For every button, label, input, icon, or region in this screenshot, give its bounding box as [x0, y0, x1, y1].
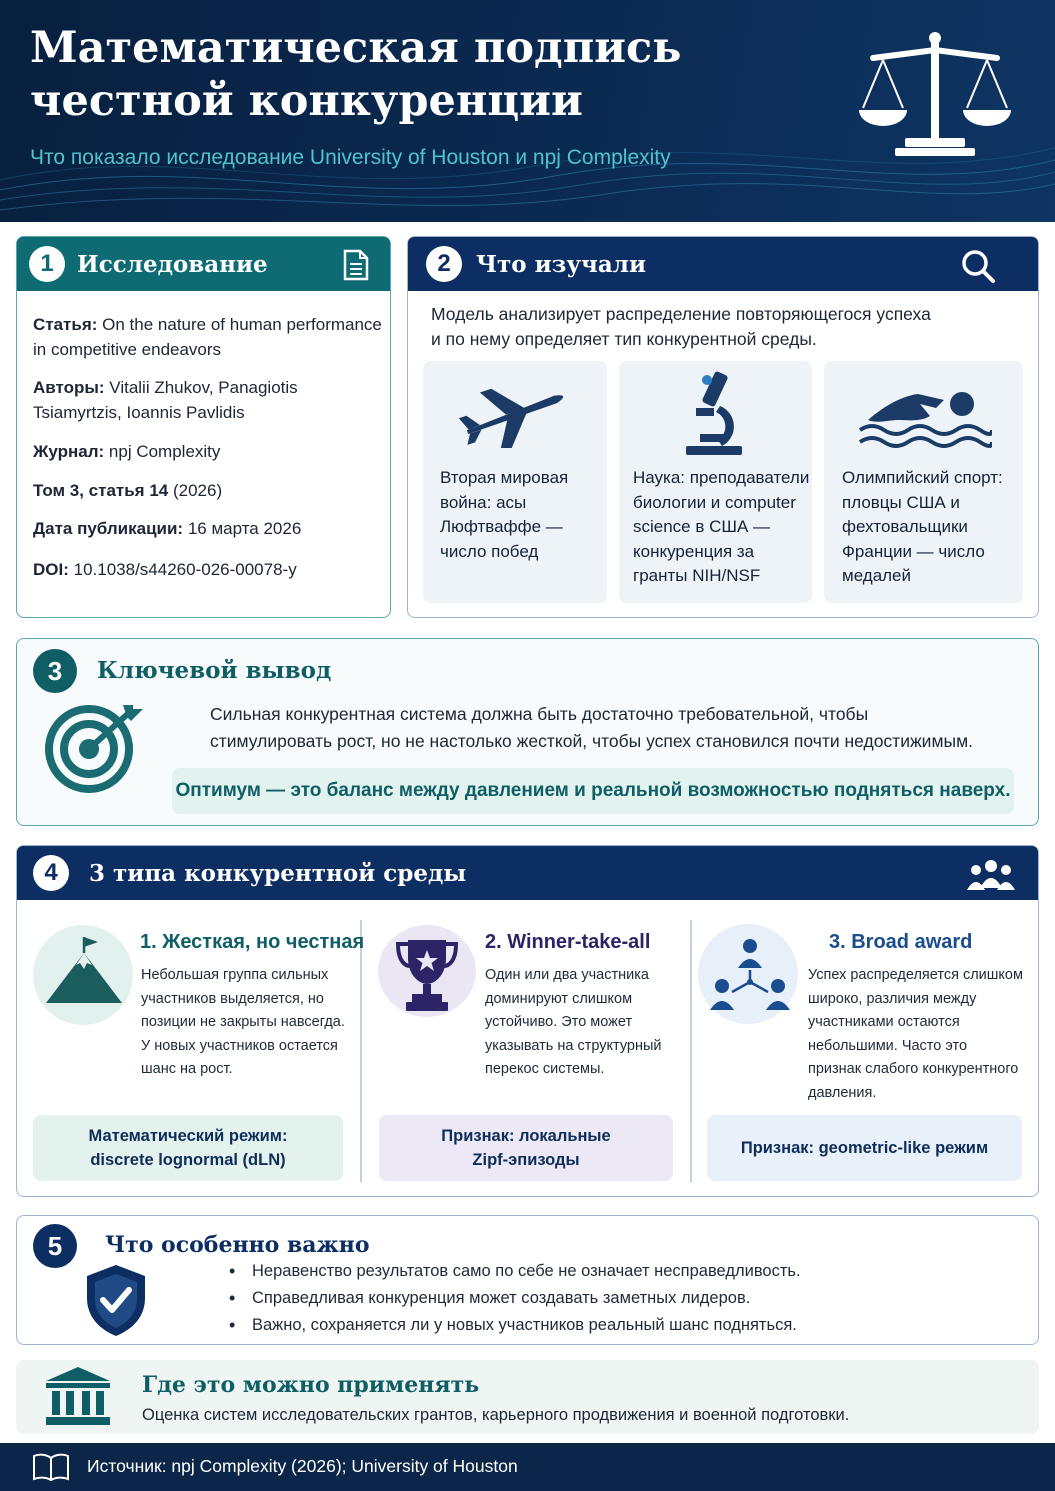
applications-card: [16, 1360, 1039, 1434]
study-item-text: Олимпийский спорт: пловцы США и фехтовальщики Франции — число медалей: [842, 468, 1003, 585]
applications-text: Оценка систем исследовательских грантов, карьерного продвижения и военной подготовки.: [142, 1406, 850, 1424]
important-bullet: • Неравенство результатов само по себе не означает несправедливость.: [230, 1262, 801, 1281]
date-line: Дата публикации: 16 марта 2026: [33, 519, 302, 538]
book-icon: [32, 1453, 70, 1481]
section-number: 4: [33, 855, 69, 891]
swimmer-icon: [858, 384, 992, 448]
column-divider: [690, 920, 692, 1182]
type-title: 2. Winner-take-all: [485, 931, 651, 953]
environment-types-header: [17, 846, 1038, 900]
study-card-header: [17, 237, 390, 291]
column-divider: [360, 920, 362, 1182]
authors-line: Авторы: Vitalii Zhukov, Panagiotis Tsiamyrtzis, Ioannis Pavlidis: [33, 378, 298, 422]
section-title: Исследование: [77, 251, 268, 278]
page-title: Математическая подпись честной конкуренции: [30, 23, 682, 126]
journal-line: Журнал: npj Complexity: [33, 442, 221, 461]
type-footnote: Математический режим: discrete lognormal (dLN): [33, 1115, 343, 1181]
section-number: 3: [33, 649, 77, 693]
important-bullet: • Важно, сохраняется ли у новых участников реальный шанс подняться.: [230, 1316, 797, 1335]
section-number: 5: [33, 1224, 77, 1268]
section-title: Ключевой вывод: [97, 657, 332, 684]
search-icon: [960, 248, 996, 284]
institution-icon: [44, 1365, 112, 1427]
studied-card-header: [408, 237, 1038, 291]
microscope-icon: [684, 370, 744, 456]
key-finding-text: Сильная конкурентная система должна быть достаточно требовательной, чтобы стимулировать рост, но не настолько жесткой, чтобы успех становился почти недостижимым.: [210, 704, 973, 751]
key-finding-highlight: Оптимум — это баланс между давлением и реальной возможностью подняться наверх.: [172, 768, 1014, 814]
section-number: 1: [29, 246, 65, 282]
footer: [0, 1443, 1055, 1491]
type-title: 1. Жесткая, но честная: [140, 931, 365, 953]
type-footnote: Признак: geometric-like режим: [707, 1115, 1022, 1181]
scales-icon: [855, 30, 1015, 160]
article-line: Статья: On the nature of human performance in competitive endeavors: [33, 315, 382, 359]
section-number: 2: [426, 246, 462, 282]
key-finding-card: [16, 638, 1039, 826]
section-title: 3 типа конкурентной среды: [89, 860, 467, 887]
volume-line: Том 3, статья 14 (2026): [33, 481, 223, 500]
section-title: Что изучали: [476, 251, 647, 278]
document-icon: [341, 249, 371, 281]
doi-line: DOI: 10.1038/s44260-026-00078-y: [33, 560, 297, 579]
study-card: [16, 236, 391, 618]
airplane-icon: [458, 378, 576, 448]
type-description: Небольшая группа сильных участников выделяется, но позиции не закрыты навсегда. У новых участников остается шанс на рост.: [141, 967, 345, 1077]
studied-intro: Модель анализирует распределение повторяющегося успеха и по нему определяет тип конкурентной среды.: [431, 304, 931, 349]
study-item-text: Вторая мировая война: асы Люфтваффе — число побед: [440, 468, 569, 561]
trophy-icon: [396, 936, 458, 1012]
type-title: 3. Broad award: [829, 931, 973, 953]
page-subtitle: Что показало исследование University of Houston и npj Complexity: [30, 146, 671, 169]
network-people-icon: [710, 938, 790, 1012]
header-banner: [0, 0, 1055, 222]
type-description: Успех распределяется слишком широко, различия между участниками остаются небольшими. Часто это признак слабого конкурентного давления.: [808, 967, 1023, 1101]
type-description: Один или два участника доминируют слишком устойчиво. Это может указывать на структурный перекос системы.: [485, 967, 662, 1077]
shield-check-icon: [83, 1262, 149, 1338]
target-icon: [43, 703, 147, 793]
people-icon: [967, 858, 1015, 892]
section-title: Что особенно важно: [105, 1232, 370, 1258]
mountain-flag-icon: [44, 935, 124, 1005]
type-footnote: Признак: локальные Zipf-эпизоды: [379, 1115, 673, 1181]
section-title: Где это можно применять: [142, 1372, 480, 1398]
source-text: Источник: npj Complexity (2026); University of Houston: [87, 1456, 518, 1476]
important-bullet: • Справедливая конкуренция может создавать заметных лидеров.: [230, 1289, 750, 1308]
study-item-text: Наука: преподаватели биологии и computer science в США — конкуренция за гранты NIH/NSF: [633, 468, 810, 585]
